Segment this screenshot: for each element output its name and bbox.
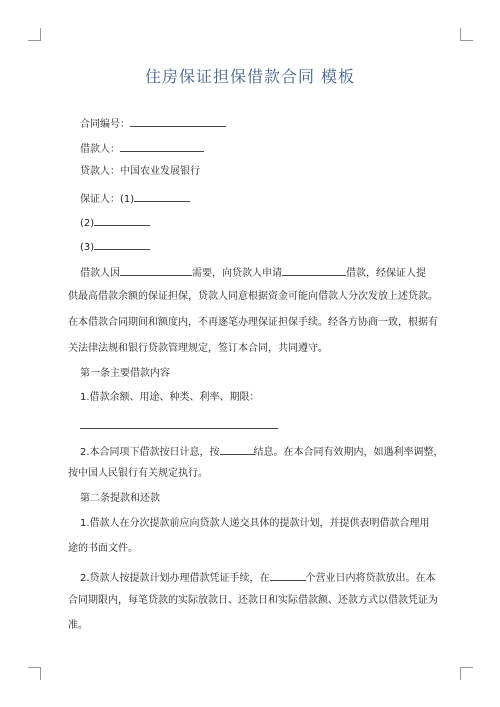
- article-1-item-2: [80, 443, 444, 460]
- article-2-item-2-text-b: 个营业日内将贷款放出。在本: [305, 573, 436, 584]
- contract-number-row: [80, 115, 226, 132]
- guarantor-2-row: [80, 214, 150, 231]
- business-days-blank[interactable]: [270, 569, 306, 581]
- contract-number-blank[interactable]: [130, 115, 226, 127]
- guarantor-row: [80, 190, 190, 207]
- interest-settlement-blank[interactable]: [220, 443, 254, 455]
- loan-amount-blank[interactable]: [282, 264, 346, 276]
- intro-text-b: 需要，向贷款人申请: [192, 268, 282, 279]
- intro-line-1: [80, 264, 426, 281]
- article-1-item-2-text-b: 结息。在本合同有效期内，如遇利率调整，: [253, 447, 444, 458]
- article-1-heading: 第一条主要借款内容: [80, 368, 170, 379]
- intro-line-2: 供最高借款余额的保证担保，贷款人同意根据资金可能向借款人分次发放上述贷款。: [68, 291, 438, 302]
- article-1-item-1: 1.借款余额、用途、种类、利率、期限：: [80, 392, 260, 403]
- article-2-heading: 第二条提款和还款: [80, 493, 160, 504]
- guarantor-3-row: [80, 238, 150, 255]
- document-title: 住房保证担保借款合同 模板: [144, 67, 356, 86]
- crop-mark-bottom-left: [28, 667, 41, 680]
- borrower-label: 借款人：: [80, 144, 120, 155]
- intro-text-a: 借款人因: [80, 268, 120, 279]
- guarantor-2-label: (2): [80, 218, 95, 229]
- borrower-blank[interactable]: [120, 140, 204, 152]
- intro-line-3: 在本借款合同期间和额度内，不再逐笔办理保证担保手续。经各方协商一致，根据有: [68, 317, 438, 328]
- guarantor-1-blank[interactable]: [134, 190, 190, 202]
- intro-text-c: 借款，经保证人提: [346, 268, 426, 279]
- article-2-item-2-text-a: 2.贷款人按提款计划办理借款凭证手续，在: [80, 573, 270, 584]
- article-2-item-2-line-3: 准。: [68, 620, 88, 631]
- article-1-item-1-blank[interactable]: [80, 428, 278, 429]
- contract-number-label: 合同编号：: [80, 119, 130, 130]
- article-2-item-1-line-1: 1.借款人在分次提款前应向贷款人递交具体的提款计划，并提供表明借款合理用: [80, 518, 430, 529]
- article-2-item-2: [80, 569, 436, 586]
- article-1-item-2-text-a: 2.本合同项下借款按日计息，按: [80, 447, 220, 458]
- crop-mark-bottom-right: [460, 667, 473, 680]
- article-2-item-1-line-2: 途的书面文件。: [68, 543, 138, 554]
- lender-label: 贷款人：中国农业发展银行: [80, 166, 200, 177]
- article-2-item-2-line-2: 合同期限内，每笔贷款的实际放款日、还款日和实际借款额、还款方式以借款凭证为: [68, 595, 438, 606]
- crop-mark-top-right: [460, 28, 473, 41]
- crop-mark-top-left: [28, 28, 41, 41]
- guarantor-label: 保证人：(1): [80, 194, 135, 205]
- lender-row: [80, 165, 200, 179]
- article-1-item-2-line-2: 按中国人民银行有关规定执行。: [68, 468, 208, 479]
- guarantor-2-blank[interactable]: [94, 214, 150, 226]
- borrower-row: [80, 140, 204, 157]
- loan-purpose-blank[interactable]: [120, 264, 192, 276]
- intro-line-4: 关法律法规和银行贷款管理规定，签订本合同，共同遵守。: [68, 343, 328, 354]
- guarantor-3-label: (3): [80, 242, 95, 253]
- guarantor-3-blank[interactable]: [94, 238, 150, 250]
